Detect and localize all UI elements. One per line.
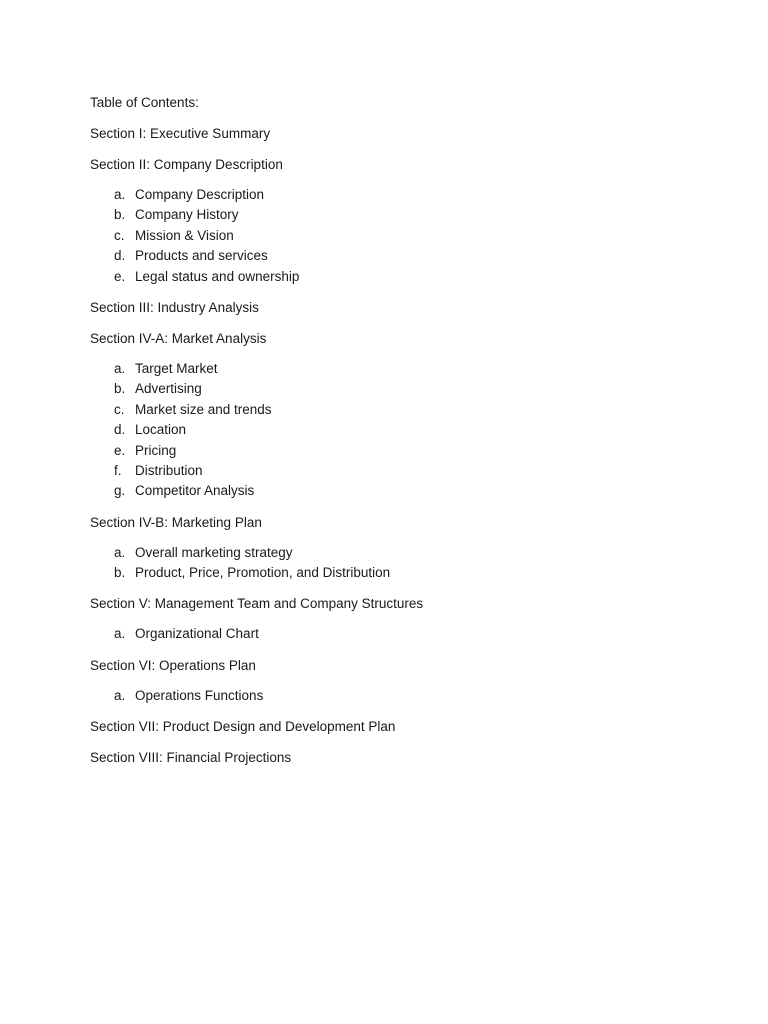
list-marker: a. [114, 544, 126, 560]
list-marker: b. [114, 207, 126, 223]
toc-subsection-item [90, 563, 710, 583]
toc-section-title: Section III: Industry Analysis [90, 299, 259, 315]
toc-subsection-label: Legal status and ownership [135, 268, 300, 284]
toc-subsection-label: Target Market [135, 360, 218, 376]
toc-section-title: Section VI: Operations Plan [90, 657, 256, 673]
toc-heading: Table of Contents: [90, 95, 199, 110]
toc-subsection-list [90, 624, 710, 644]
toc-section-title: Section V: Management Team and Company Structures [90, 596, 424, 612]
list-marker: b. [114, 381, 126, 397]
toc-subsection-label: Advertising [135, 381, 202, 397]
toc-subsection-label: Company Description [135, 187, 265, 202]
toc-subsection-label: Market size and trends [135, 401, 272, 417]
list-marker: g. [114, 483, 126, 499]
list-marker: c. [114, 227, 125, 243]
list-marker: a. [114, 187, 126, 202]
list-marker: d. [114, 422, 126, 438]
toc-section-title: Section I: Executive Summary [90, 126, 271, 141]
toc-subsection-label: Operations Functions [135, 687, 264, 703]
toc-subsection-item [90, 246, 710, 266]
toc-subsection-label: Distribution [135, 462, 203, 478]
toc-section-title: Section II: Company Description [90, 157, 283, 172]
toc-sections [90, 124, 710, 768]
document-page [90, 93, 710, 779]
toc-subsection-list [90, 686, 710, 706]
toc-subsection-item [90, 267, 710, 287]
toc-subsection-item [90, 400, 710, 420]
list-marker: e. [114, 268, 126, 284]
toc-subsection-item [90, 379, 710, 399]
toc-subsection-item [90, 359, 710, 379]
toc-subsection-item [90, 205, 710, 225]
toc-subsection-label: Overall marketing strategy [135, 544, 293, 560]
list-marker: e. [114, 442, 126, 458]
list-marker: a. [114, 626, 126, 642]
toc-section-title: Section VII: Product Design and Development Plan [90, 719, 396, 735]
toc-subsection-item [90, 686, 710, 706]
toc-subsection-item [90, 461, 710, 481]
toc-subsection-item [90, 543, 710, 563]
toc-subsection-item [90, 624, 710, 644]
list-marker: f. [114, 462, 122, 478]
toc-subsection-label: Competitor Analysis [135, 483, 255, 499]
toc-subsection-item [90, 481, 710, 501]
list-marker: b. [114, 565, 126, 581]
toc-subsection-label: Location [135, 422, 187, 438]
toc-subsection-list [90, 359, 710, 502]
toc-subsection-item [90, 420, 710, 440]
toc-subsection-item [90, 441, 710, 461]
toc-subsection-label: Pricing [135, 442, 177, 458]
list-marker: d. [114, 248, 126, 264]
list-marker: a. [114, 687, 126, 703]
toc-section-title: Section IV-B: Marketing Plan [90, 514, 262, 530]
toc-subsection-label: Company History [135, 207, 239, 223]
toc-subsection-item [90, 226, 710, 246]
toc-subsection-label: Organizational Chart [135, 626, 259, 642]
toc-subsection-label: Product, Price, Promotion, and Distribution [135, 565, 391, 581]
list-marker: c. [114, 401, 125, 417]
toc-subsection-list [90, 185, 710, 287]
list-marker: a. [114, 360, 126, 376]
toc-subsection-item [90, 185, 710, 205]
toc-subsection-label: Products and services [135, 248, 268, 264]
toc-section-title: Section VIII: Financial Projections [90, 750, 292, 766]
toc-subsection-list [90, 543, 710, 584]
toc-subsection-label: Mission & Vision [135, 227, 234, 243]
toc-section-title: Section IV-A: Market Analysis [90, 330, 267, 346]
